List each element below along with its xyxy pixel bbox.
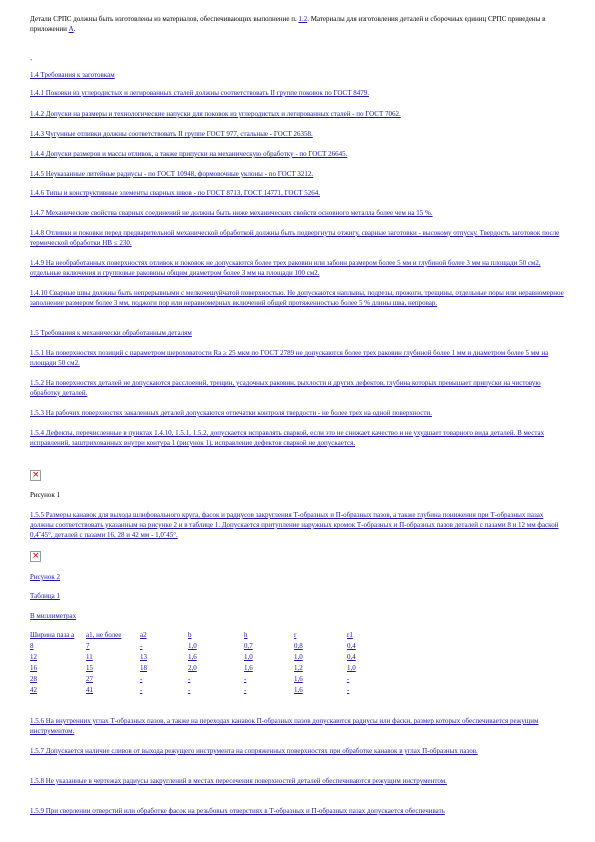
table-cell[interactable]: 42 (30, 686, 37, 694)
para-1-4-10[interactable]: 1.4.10 Сварные швы должны быть непрерывными с мелкочешуйчатой поверхностью. Не допускаются наплывы, подрезы, прожоги, трещины, отдельные поры или неравномерное заполнение размером более 3 мм, поджоги пор или неравномерных включений общей протяженностью более 5 % длины шва, непровар. (30, 289, 564, 307)
ref-clause-link[interactable]: 1.2 (298, 15, 308, 23)
table-cell[interactable]: 1,0 (244, 653, 253, 661)
table-cell[interactable]: 12 (30, 653, 37, 661)
para-1-4-8[interactable]: 1.4.8 Отливки и поковки перед предварительной механической обработкой должны быть подвергнуты отжигу, сварные заготовки - высокому отпуску. Твердость заготовок после термической обработки НВ ≤ 230. (30, 229, 560, 247)
para-1-5-1[interactable]: 1.5.1 На поверхностях позиций с параметром шероховатости Ra ≥ 25 мкм по ГОСТ 2789 не допускаются более трех раковин глубиной более 1 мм и диаметром более 5 мм на площади 50 см2. (30, 349, 549, 367)
table-cell[interactable]: 41 (86, 686, 93, 694)
table-cell[interactable]: 1,6 (188, 653, 197, 661)
para-1-5-2[interactable]: 1.5.2 На поверхностях деталей не допускаются расслоений, трещин, усадочных раковин, рыхлости и других дефектов, глубина которых превышает припуски на чистовую обработку деталей. (30, 379, 541, 397)
table-row (30, 642, 387, 653)
para-1-4-9[interactable]: 1.4.9 На необработанных поверхностях отливок и поковок не допускаются более трех раковин или забоин размером более 5 мм и глубиной более 3 мм на площади 50 см2, отдельные включения и групповые раковины общим диаметром более 3 мм на площади 100 см2. (30, 259, 541, 277)
table-cell[interactable]: 0,4 (347, 653, 356, 661)
table-cell[interactable]: 8 (30, 642, 34, 650)
table-cell[interactable]: 0,7 (244, 642, 253, 650)
para-1-4-1[interactable]: 1.4.1 Поковки из углеродистых и легированных сталей должны соответствовать II группе поковок по ГОСТ 8479. (30, 89, 369, 97)
table-cell[interactable]: 1,0 (294, 653, 303, 661)
table-cell[interactable]: 2,0 (188, 664, 197, 672)
table-header-cell[interactable]: a1, не более (86, 631, 122, 639)
table-cell[interactable]: 1,0 (347, 664, 356, 672)
section-1-5-heading[interactable]: 1.5 Требования к механически обработанным деталям (30, 329, 192, 337)
table-cell[interactable]: - (140, 686, 143, 694)
table-cell[interactable]: - (140, 675, 143, 683)
table-header-cell[interactable]: r (294, 631, 297, 639)
broken-image-icon (30, 470, 41, 481)
para-1-5-3[interactable]: 1.5.3 На рабочих поверхностях закаленных деталей допускаются отпечатки контроля твердости - не более трех на одной поверхности. (30, 409, 432, 417)
table-cell[interactable]: 1,2 (294, 664, 303, 672)
table-cell[interactable]: - (140, 642, 143, 650)
table-cell[interactable]: 1,6 (294, 686, 303, 694)
table-cell[interactable]: 15 (86, 664, 93, 672)
table-cell[interactable]: - (244, 675, 247, 683)
table-cell[interactable]: 1,6 (244, 664, 253, 672)
table-header-row (30, 631, 387, 642)
intro-paragraph: Детали СРПС должны быть изготовлены из материалов, обеспечивающих выполнение п. 1.2. Материалы для изготовления деталей и сборочных единиц СРПС приведены в приложении А. (30, 15, 546, 33)
table-row (30, 675, 387, 686)
table-cell[interactable]: 1,6 (294, 675, 303, 683)
table-cell[interactable]: 7 (86, 642, 90, 650)
table-row (30, 664, 387, 675)
para-1-5-9[interactable]: 1.5.9 При сверлении отверстий или обработке фасок на резьбовых отверстиях в Т-образных и П-образных пазах допускается обеспечивать (30, 807, 445, 815)
table-header-cell[interactable]: b (188, 631, 192, 639)
para-1-5-5[interactable]: 1.5.5 Размеры канавок для выхода шлифовального круга, фасок и радиусов закругления Т-образных и П-образных пазов, а также глубина понижения при Т-образных пазах должны соответствовать указанным на рисунке 2 и в таблице 1. Допускается притупление наружных кромок Т-образных и П-образных пазов деталей с пазами 8 и 12 мм фаской 0,4˝45°, деталей с пазами 16, 28 и 42 мм - 1,0˝45°. (30, 511, 559, 539)
table-cell[interactable]: 16 (30, 664, 37, 672)
para-1-4-6[interactable]: 1.4.6 Типы и конструктивные элементы сварных швов - по ГОСТ 8713, ГОСТ 14771, ГОСТ 5264. (30, 189, 321, 197)
para-1-5-8[interactable]: 1.5.8 Не указанные в чертежах радиусы закруглений в местах пересечения поверхностей деталей обеспечиваются режущим инструментом. (30, 777, 447, 785)
table-row (30, 653, 387, 664)
table-row (30, 686, 387, 697)
table-cell[interactable]: - (244, 686, 247, 694)
table-cell[interactable]: - (347, 675, 350, 683)
table-cell[interactable]: 13 (140, 653, 147, 661)
table-cell[interactable]: - (347, 686, 350, 694)
table-cell[interactable]: 1,0 (188, 642, 197, 650)
table-cell[interactable]: 18 (140, 664, 147, 672)
para-1-4-3[interactable]: 1.4.3 Чугунные отливки должны соответствовать II группе ГОСТ 977, стальные - ГОСТ 26358. (30, 130, 313, 138)
figure-2-caption[interactable]: Рисунок 2 (30, 573, 61, 581)
para-1-5-4[interactable]: 1.5.4 Дефекты, перечисленные в пунктах 1.4.10, 1.5.1, 1.5.2, допускается исправлять сваркой, если это не снижает качество и не ухудшает товарного вида деталей. В местах исправлений, заштрихованных внутри контура 1 (рисунок 1), исправление дефектов сваркой не допускается. (30, 429, 545, 447)
table-header-cell[interactable]: r1 (347, 631, 353, 639)
table-cell[interactable]: 28 (30, 675, 37, 683)
para-1-5-7[interactable]: 1.5.7 Допускается наличие сливов от выхода режущего инструмента на сопряженных поверхностях при обработке канавок в углах П-образных пазов. (30, 747, 478, 755)
table-cell[interactable]: - (188, 686, 191, 694)
para-1-4-5[interactable]: 1.4.5 Неуказанные литейные радиусы - по ГОСТ 10948, формовочные уклоны - по ГОСТ 3212. (30, 170, 314, 178)
table-cell[interactable]: 0,8 (294, 642, 303, 650)
table-cell[interactable]: 27 (86, 675, 93, 683)
para-1-4-7[interactable]: 1.4.7 Механические свойства сварных соединений не должны быть ниже механических свойств основного металла более чем на 15 %. (30, 209, 433, 217)
figure-1-caption: Рисунок 1 (30, 491, 61, 499)
units-note[interactable]: В миллиметрах (30, 612, 77, 620)
table-cell[interactable]: - (188, 675, 191, 683)
slot-dimensions-table (30, 631, 387, 697)
ref-appendix-link[interactable]: А (68, 25, 74, 33)
table-cell[interactable]: 0,4 (347, 642, 356, 650)
para-1-4-2[interactable]: 1.4.2 Допуски на размеры и технологические напуски для поковок из углеродистых и легированных сталей - по ГОСТ 7062. (30, 110, 401, 118)
table-header-cell[interactable]: Ширина паза а (30, 631, 75, 639)
section-1-4-heading[interactable]: 1.4 Требования к заготовкам (30, 71, 115, 79)
table-header-cell[interactable]: h (244, 631, 248, 639)
table-caption[interactable]: Таблица 1 (30, 592, 60, 600)
para-1-5-6[interactable]: 1.5.6 На внутренних углах Т-образных пазов, а также на переходах канавок П-образных пазов допускаются радиусы или фаски, размер которых обеспечивается режущим инструментом. (30, 717, 539, 735)
stray-mark: ` (30, 58, 33, 67)
broken-image-icon (30, 551, 41, 562)
table-header-cell[interactable]: a2 (140, 631, 147, 639)
table-cell[interactable]: 11 (86, 653, 93, 661)
para-1-4-4[interactable]: 1.4.4 Допуски размеров и массы отливок, а также припуски на механическую обработку - по ГОСТ 26645. (30, 150, 348, 158)
